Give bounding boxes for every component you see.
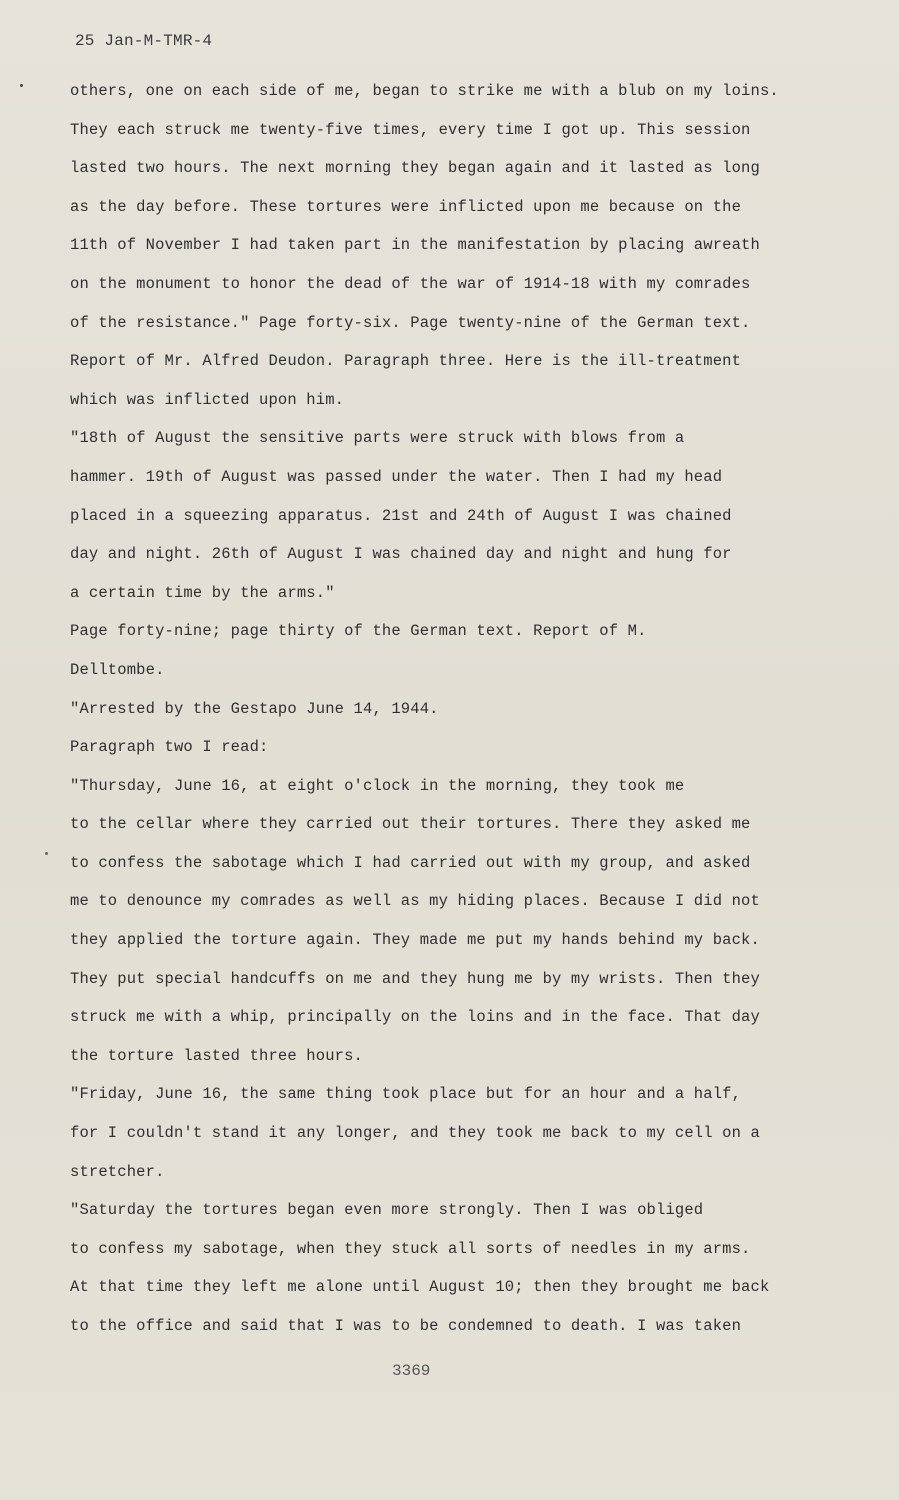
text-line: which was inflicted upon him. [70, 390, 345, 409]
text-line: They each struck me twenty-five times, every time I got up. This session [70, 120, 751, 139]
text-line: They put special handcuffs on me and they hung me by my wrists. Then they [70, 969, 760, 988]
text-line: as the day before. These tortures were inflicted upon me because on the [70, 197, 742, 216]
text-line: stretcher. [70, 1162, 165, 1181]
text-line: day and night. 26th of August I was chained day and night and hung for [70, 545, 732, 564]
text-line: Report of Mr. Alfred Deudon. Paragraph three. Here is the ill-treatment [70, 352, 742, 371]
text-line: Page forty-nine; page thirty of the German text. Report of M. [70, 622, 647, 641]
text-line: to confess my sabotage, when they stuck all sorts of needles in my arms. [70, 1239, 751, 1258]
text-line: 11th of November I had taken part in the manifestation by placing awreath [70, 236, 760, 255]
text-line: me to denounce my comrades as well as my hiding places. Because I did not [70, 892, 760, 911]
page-header: 25 Jan-M-TMR-4 [75, 32, 213, 50]
text-line: of the resistance." Page forty-six. Page twenty-nine of the German text. [70, 313, 751, 332]
text-line: they applied the torture again. They made me put my hands behind my back. [70, 931, 760, 950]
text-line: struck me with a whip, principally on the loins and in the face. That day [70, 1008, 760, 1027]
text-line: to the cellar where they carried out their tortures. There they asked me [70, 815, 751, 834]
text-line: the torture lasted three hours. [70, 1046, 363, 1065]
text-line: others, one on each side of me, began to strike me with a blub on my loins. [70, 82, 779, 100]
text-line: "Saturday the tortures began even more strongly. Then I was obliged [70, 1201, 704, 1220]
text-line: "Friday, June 16, the same thing took place but for an hour and a half, [70, 1085, 742, 1104]
text-line: "Thursday, June 16, at eight o'clock in the morning, they took me [70, 776, 685, 795]
margin-mark [20, 84, 23, 87]
text-line: hammer. 19th of August was passed under the water. Then I had my head [70, 467, 723, 486]
page-number: 3369 [392, 1362, 431, 1380]
text-line: Paragraph two I read: [70, 738, 269, 757]
text-line: Delltombe. [70, 660, 165, 679]
text-line: to the office and said that I was to be condemned to death. I was taken [70, 1317, 742, 1335]
text-line: "Arrested by the Gestapo June 14, 1944. [70, 699, 439, 718]
text-line: lasted two hours. The next morning they began again and it lasted as long [70, 159, 760, 178]
text-line: on the monument to honor the dead of the war of 1914-18 with my comrades [70, 274, 751, 293]
margin-mark [45, 852, 48, 855]
text-line: a certain time by the arms." [70, 583, 335, 602]
text-line: placed in a squeezing apparatus. 21st and 24th of August I was chained [70, 506, 732, 525]
text-line: to confess the sabotage which I had carried out with my group, and asked [70, 853, 751, 872]
text-line: for I couldn't stand it any longer, and they took me back to my cell on a [70, 1124, 760, 1143]
body-text [70, 72, 805, 1346]
text-line: At that time they left me alone until August 10; then they brought me back [70, 1278, 770, 1297]
text-line: "18th of August the sensitive parts were struck with blows from a [70, 429, 685, 448]
